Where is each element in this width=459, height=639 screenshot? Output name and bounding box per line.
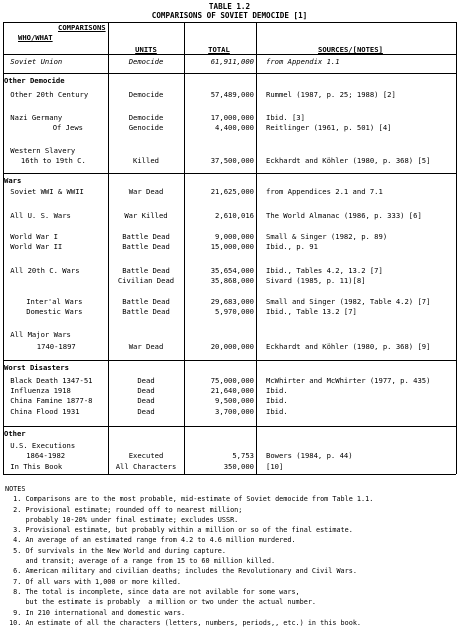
row-total: 17,000,000 [210,113,254,122]
row-total: 35,654,000 [210,266,254,275]
table-title: TABLE 1.2 [208,2,251,11]
row-who: Western Slavery [10,146,76,155]
row-total: 75,000,000 [210,376,254,385]
note-line: 7. Of all wars with 1,000 or more killed. [5,577,181,586]
right-border [456,22,457,474]
row-units: Battle Dead [122,266,170,275]
row-total: 15,000,000 [210,242,254,251]
row-total: 5,753 [232,451,254,460]
row-who: Influenza 1918 [10,386,71,395]
row-who: World War I [10,232,58,241]
row-source: from Appendix 1.1 [266,57,340,66]
row-who: Other 20th Century [10,90,89,99]
row-total: 4,400,000 [215,123,254,132]
note-line: 6. American military and civilian deaths; includes the Revolutionary and Civil Wars. [5,567,357,576]
row-units: Battle Dead [122,232,170,241]
row-total: 9,000,000 [215,232,254,241]
table-subtitle: COMPARISONS OF SOVIET DEMOCIDE [1] [151,11,308,20]
note-line: 9. In 210 international and domestic wars. [5,608,186,617]
note-line: but the estimate is probably a million or two under the actual number. [5,598,316,607]
row-who: 16th to 19th C. [20,156,86,165]
row-units: Dead [137,386,155,395]
row-units: Battle Dead [122,297,170,306]
row-who: World War II [10,242,63,251]
row-source: Reitlinger (1961, p. 501) [4] [266,123,392,132]
row-units: Battle Dead [122,307,170,316]
row-who: Inter'al Wars [26,297,83,306]
row-units: Killed [133,156,159,165]
row-units: Democide [128,113,164,122]
section-rule [3,426,456,427]
row-who: China Flood 1931 [10,407,80,416]
row-total: 21,625,000 [210,187,254,196]
row-total: 20,000,000 [210,342,254,351]
section-heading: Wars [4,176,22,185]
row-units: War Killed [124,211,168,220]
note-line: 4. An average of an estimated range from 4.2 to 4.6 million murdered. [5,536,296,545]
row-units: Civilian Dead [117,276,175,285]
row-source: Eckhardt and Köhler (1980, p. 368) [9] [266,342,431,351]
row-source: Sivard (1985, p. 11)[8] [266,276,366,285]
row-units: Democide [128,57,164,66]
notes-list [5,494,457,628]
row-source: Rummel (1987, p. 25; 1988) [2] [266,90,396,99]
row-who: Domestic Wars [26,307,83,316]
row-units: Democide [128,90,164,99]
row-units: War Dead [128,187,164,196]
row-who: China Famine 1877-8 [10,396,93,405]
row-source: Ibid. [266,407,288,416]
left-border [3,22,4,474]
notes-block [5,484,457,628]
row-source: Ibid. [266,396,288,405]
row-total: 37,500,000 [210,156,254,165]
row-source: Ibid., p. 91 [266,242,318,251]
section-heading: Other Democide [4,76,65,85]
row-total: 57,489,000 [210,90,254,99]
section-rule [3,73,456,74]
row-total: 350,000 [223,462,254,471]
row-units: All Characters [115,462,177,471]
row-source: Small and Singer (1982, Table 4.2) [7] [266,297,431,306]
row-who: All 20th C. Wars [10,266,80,275]
col-header-group: COMPARISONS [58,23,106,32]
row-who: All U. S. Wars [10,211,71,220]
section-rule [3,360,456,361]
note-line: 1. Comparisons are to the most probable, mid-estimate of Soviet democide from Table 1.1. [5,495,374,504]
section-heading: Other [4,429,26,438]
bottom-rule [3,474,456,475]
row-who: Of Jews [52,123,83,132]
notes-title: NOTES [5,485,26,493]
note-line: and transit; average of a range from 15 to 60 million killed. [5,557,276,566]
row-total: 35,868,000 [210,276,254,285]
row-units: Genocide [128,123,164,132]
row-who: U.S. Executions [10,441,76,450]
row-source: Ibid., Tables 4.2, 13.2 [7] [266,266,383,275]
note-line: 3. Provisional estimate, but probably within a million or so of the final estimate. [5,526,353,535]
note-line: 8. The total is incomplete, since data are not avilable for some wars, [5,587,300,596]
header-rule [3,54,456,55]
row-units: Dead [137,376,155,385]
row-units: Executed [128,451,164,460]
section-rule [3,173,456,174]
row-who: In This Book [10,462,63,471]
note-line: 10. An estimate of all the characters (letters, numbers, periods,, etc.) in this book. [5,618,362,627]
section-heading: Worst Disasters [4,363,69,372]
row-total: 5,970,000 [215,307,254,316]
row-who: 1864-1982 [26,451,66,460]
row-source: Ibid. [3] [266,113,305,122]
row-total: 9,500,000 [215,396,254,405]
row-who: 1740-1897 [36,342,76,351]
row-who: Nazi Germany [10,113,63,122]
row-source: McWhirter and McWhirter (1977, p. 435) [266,376,431,385]
row-units: Dead [137,396,155,405]
row-source: Bowers (1984, p. 44) [266,451,353,460]
col-header-who: WHO/WHAT [18,33,53,42]
row-source: Ibid., Table 13.2 [7] [266,307,357,316]
row-total: 61,911,000 [210,57,254,66]
row-total: 3,700,000 [215,407,254,416]
col-header-sources: SOURCES/[NOTES] [318,45,383,54]
row-who: Soviet Union [10,57,63,66]
note-line: probably 10-20% under final estimate; excludes USSR. [5,515,239,524]
row-source: Ibid. [266,386,288,395]
row-total: 2,610,016 [215,211,254,220]
row-source: [10] [266,462,284,471]
row-total: 21,640,000 [210,386,254,395]
col-divider-3 [256,22,257,474]
row-total: 29,683,000 [210,297,254,306]
row-who: All Major Wars [10,330,71,339]
row-source: Small & Singer (1982, p. 89) [266,232,388,241]
row-units: Battle Dead [122,242,170,251]
row-source: Eckhardt and Köhler (1980, p. 368) [5] [266,156,431,165]
note-line: 2. Provisional estimate; rounded off to nearest million; [5,505,243,514]
row-who: Soviet WWI & WWII [10,187,84,196]
row-source: from Appendices 2.1 and 7.1 [266,187,383,196]
row-source: The World Almanac (1986, p. 333) [6] [266,211,422,220]
note-line: 5. Of survivals in the New World and during capture. [5,546,226,555]
col-header-units: UNITS [135,45,157,54]
row-who: Black Death 1347-51 [10,376,93,385]
row-units: War Dead [128,342,164,351]
row-units: Dead [137,407,155,416]
col-header-total: TOTAL [208,45,230,54]
